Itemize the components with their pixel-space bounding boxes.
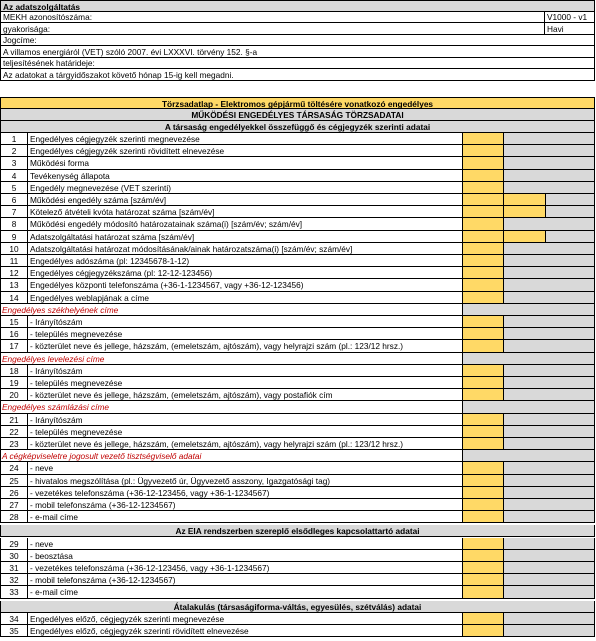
row-number: 18 (0, 365, 28, 377)
row-number: 14 (0, 292, 28, 304)
value-input-cell[interactable] (462, 438, 504, 450)
disabled-cell (504, 562, 595, 574)
info-jogcim-label-row (0, 35, 596, 47)
disabled-cell (504, 538, 595, 550)
disabled-cell (462, 401, 595, 413)
value-input-cell[interactable] (462, 157, 504, 169)
table-row (0, 426, 596, 438)
row-label: Működési engedély száma [szám/év] (28, 194, 462, 206)
value-input-cell[interactable] (462, 255, 504, 267)
row-label: Engedélyes előző, cégjegyzék szerinti megnevezése (28, 613, 462, 625)
row-number: 26 (0, 487, 28, 499)
disabled-cell (504, 218, 595, 230)
row-label: - település megnevezése (28, 377, 462, 389)
row-label: - neve (28, 462, 462, 474)
row-label: Adatszolgáltatási határozat száma [szám/év] (28, 231, 462, 243)
disabled-cell (504, 340, 595, 352)
value-input-cell[interactable] (462, 170, 504, 182)
info-freq-row (0, 23, 596, 35)
info-title: Az adatszolgáltatás (0, 0, 595, 12)
value-input-cell[interactable] (462, 538, 504, 550)
section-szekhely: Engedélyes székhelyének címe (0, 304, 462, 316)
freq-value: Havi (544, 23, 595, 35)
disabled-cell (504, 550, 595, 562)
disabled-cell (504, 613, 595, 625)
info-title-row (0, 0, 596, 12)
row-number: 1 (0, 133, 28, 145)
row-number: 17 (0, 340, 28, 352)
row-number: 31 (0, 562, 28, 574)
row-label: - hivatalos megszólítása (pl.: Ügyvezető úr, Ügyvezető asszony, Igazgatósági tag) (28, 475, 462, 487)
info-jogcim-value-row (0, 46, 596, 58)
deadline-label: teljesítésének határideje: (0, 58, 595, 70)
table-row (0, 206, 596, 218)
row-number: 16 (0, 328, 28, 340)
row-number: 9 (0, 231, 28, 243)
disabled-cell (504, 255, 595, 267)
value-input-cell[interactable] (462, 231, 504, 243)
value-input-cell[interactable] (462, 487, 504, 499)
value-input-cell[interactable] (462, 365, 504, 377)
row-label: - mobil telefonszáma (+36-12-1234567) (28, 499, 462, 511)
section3-header-row (0, 601, 596, 613)
row-number: 32 (0, 574, 28, 586)
table-row (0, 267, 596, 279)
value-input-cell[interactable] (462, 414, 504, 426)
value-input-cell[interactable] (462, 340, 504, 352)
row-label: - vezetékes telefonszáma (+36-12-123456, vagy +36-1-1234567) (28, 562, 462, 574)
value-input-cell[interactable] (462, 574, 504, 586)
disabled-cell (504, 574, 595, 586)
row-label: Működési forma (28, 157, 462, 169)
disabled-cell (546, 194, 595, 206)
section-szekhely-row (0, 304, 595, 316)
row-label: Engedélyes cégjegyzék szerinti rövidített elnevezése (28, 145, 462, 157)
section2-header: Az EIA rendszerben szereplő elsődleges kapcsolattartó adatai (0, 525, 595, 537)
row-number: 6 (0, 194, 28, 206)
row-label: Működési engedély módosító határozatainak száma(i) [szám/év; szám/év] (28, 218, 462, 230)
row-number: 25 (0, 475, 28, 487)
row-number: 15 (0, 316, 28, 328)
row-label: Engedélyes cégjegyzék szerinti megnevezése (28, 133, 462, 145)
table-row (0, 133, 596, 145)
row-label: Engedélyes központi telefonszáma (+36-1-1234567, vagy +36-12-123456) (28, 279, 462, 291)
row-label: - település megnevezése (28, 328, 462, 340)
table-row (0, 511, 596, 523)
section-levelezesi-row (0, 353, 595, 365)
info-deadline-value-row (0, 69, 596, 81)
value-input-cell[interactable] (462, 499, 504, 511)
deadline-value: Az adatokat a tárgyidőszakot követő hónap 15-ig kell megadni. (0, 69, 595, 81)
table-row (0, 316, 596, 328)
disabled-cell (504, 487, 595, 499)
row-label: Kötelező átvételi kvóta határozat száma [szám/év] (28, 206, 462, 218)
table-row (0, 182, 596, 194)
value-input-cell[interactable] (462, 586, 504, 598)
value-input-cell[interactable] (462, 426, 504, 438)
row-number: 21 (0, 414, 28, 426)
row-label: - közterület neve és jellege, házszám, (emeletszám, ajtószám), vagy postafiók cím (28, 389, 462, 401)
disabled-cell (504, 389, 595, 401)
value-input-cell[interactable] (462, 475, 504, 487)
row-label: - e-mail címe (28, 511, 462, 523)
row-label: - Irányítószám (28, 414, 462, 426)
table-row (0, 328, 596, 340)
table-row (0, 194, 596, 206)
row-number: 19 (0, 377, 28, 389)
row-label: Engedély megnevezése (VET szerinti) (28, 182, 462, 194)
mekh-label: MEKH azonosítószáma: (0, 12, 544, 24)
table-subtitle-row (0, 109, 596, 121)
section2-header-row (0, 525, 596, 537)
row-label: - mobil telefonszáma (+36-12-1234567) (28, 574, 462, 586)
row-number: 11 (0, 255, 28, 267)
value-input-cell[interactable] (462, 389, 504, 401)
row-number: 24 (0, 462, 28, 474)
row-number: 28 (0, 511, 28, 523)
value-input-cell[interactable] (462, 562, 504, 574)
table-row (0, 613, 596, 625)
row-number: 29 (0, 538, 28, 550)
table-row (0, 279, 596, 291)
row-label: Tevékenység állapota (28, 170, 462, 182)
table-title: Törzsadatlap - Elektromos gépjármű töltésére vonatkozó engedélyes (0, 97, 595, 109)
table-row (0, 218, 596, 230)
row-number: 10 (0, 243, 28, 255)
table-row (0, 340, 596, 352)
row-number: 7 (0, 206, 28, 218)
row-number: 3 (0, 157, 28, 169)
disabled-cell (504, 426, 595, 438)
disabled-cell (546, 206, 595, 218)
value-input-cell-2[interactable] (504, 231, 546, 243)
row-label: - Irányítószám (28, 316, 462, 328)
disabled-cell (504, 511, 595, 523)
row-label: Engedélyes weblapjának a címe (28, 292, 462, 304)
table-row (0, 625, 596, 637)
value-input-cell[interactable] (462, 292, 504, 304)
value-input-cell-2[interactable] (504, 194, 546, 206)
table-row (0, 231, 596, 243)
row-label: - település megnevezése (28, 426, 462, 438)
section3-header: Átalakulás (társaságiforma-váltás, egyesülés, szétválás) adatai (0, 601, 595, 613)
disabled-cell (504, 438, 595, 450)
disabled-cell (462, 304, 595, 316)
row-number: 4 (0, 170, 28, 182)
disabled-cell (504, 243, 595, 255)
value-input-cell[interactable] (462, 218, 504, 230)
section1-header: A társaság engedélyekkel összefüggő és cégjegyzék szerinti adatai (0, 121, 595, 133)
row-number: 8 (0, 218, 28, 230)
table-row (0, 550, 596, 562)
disabled-cell (504, 328, 595, 340)
row-number: 20 (0, 389, 28, 401)
disabled-cell (504, 170, 595, 182)
value-input-cell[interactable] (462, 133, 504, 145)
value-input-cell-2[interactable] (504, 206, 546, 218)
value-input-cell[interactable] (462, 267, 504, 279)
value-input-cell[interactable] (462, 377, 504, 389)
value-input-cell[interactable] (462, 316, 504, 328)
section-vezeto: A cégképviseletre jogosult vezető tisztségviselő adatai (0, 450, 462, 462)
row-label: - neve (28, 538, 462, 550)
table-row (0, 562, 596, 574)
disabled-cell (504, 475, 595, 487)
value-input-cell[interactable] (462, 206, 504, 218)
section-szamlazasi: Engedélyes számlázási címe (0, 401, 462, 413)
jogcim-label: Jogcíme: (0, 35, 595, 47)
value-input-cell[interactable] (462, 613, 504, 625)
section-szamlazasi-row (0, 401, 595, 413)
row-number: 34 (0, 613, 28, 625)
table-row (0, 462, 596, 474)
jogcim-value: A villamos energiáról (VET) szóló 2007. évi LXXXVI. törvény 152. §-a (0, 46, 595, 58)
section-vezeto-row (0, 450, 595, 462)
table-row (0, 157, 596, 169)
disabled-cell (462, 450, 595, 462)
table-row (0, 255, 596, 267)
row-number: 5 (0, 182, 28, 194)
value-input-cell[interactable] (462, 243, 504, 255)
table-row (0, 389, 596, 401)
value-input-cell[interactable] (462, 511, 504, 523)
disabled-cell (462, 353, 595, 365)
value-input-cell[interactable] (462, 625, 504, 637)
row-number: 35 (0, 625, 28, 637)
row-label: - Irányítószám (28, 365, 462, 377)
table-title-row (0, 97, 596, 109)
table-row (0, 538, 596, 550)
disabled-cell (504, 182, 595, 194)
table-row (0, 438, 596, 450)
disabled-cell (504, 625, 595, 637)
disabled-cell (504, 414, 595, 426)
disabled-cell (504, 377, 595, 389)
table-row (0, 170, 596, 182)
table-row (0, 475, 596, 487)
value-input-cell[interactable] (462, 145, 504, 157)
info-mekh-row (0, 12, 596, 24)
row-number: 33 (0, 586, 28, 598)
table-row (0, 414, 596, 426)
table-row (0, 243, 596, 255)
disabled-cell (504, 586, 595, 598)
disabled-cell (504, 267, 595, 279)
disabled-cell (504, 157, 595, 169)
disabled-cell (504, 316, 595, 328)
row-label: - beosztása (28, 550, 462, 562)
row-label: Engedélyes cégjegyzékszáma (pl: 12-12-123456) (28, 267, 462, 279)
table-row (0, 574, 596, 586)
table-row (0, 377, 596, 389)
value-input-cell[interactable] (462, 279, 504, 291)
value-input-cell[interactable] (462, 194, 504, 206)
row-label: - közterület neve és jellege, házszám, (emeletszám, ajtószám), vagy helyrajzi szám (pl.: 123/12 hrsz.) (28, 438, 462, 450)
disabled-cell (504, 499, 595, 511)
table-row (0, 586, 596, 598)
table-row (0, 292, 596, 304)
table-row (0, 487, 596, 499)
table-subtitle: MŰKÖDÉSI ENGEDÉLYES TÁRSASÁG TÖRZSADATAI (0, 109, 595, 121)
disabled-cell (504, 279, 595, 291)
value-input-cell[interactable] (462, 550, 504, 562)
mekh-value: V1000 - v1 (544, 12, 595, 24)
row-label: Engedélyes adószáma (pl: 12345678-1-12) (28, 255, 462, 267)
table-row (0, 145, 596, 157)
freq-label: gyakorisága: (0, 23, 544, 35)
info-deadline-label-row (0, 58, 596, 70)
row-number: 2 (0, 145, 28, 157)
value-input-cell[interactable] (462, 328, 504, 340)
disabled-cell (504, 145, 595, 157)
row-label: - közterület neve és jellege, házszám, (emeletszám, ajtószám), vagy helyrajzi szám (pl.: 123/12 hrsz.) (28, 340, 462, 352)
section1-header-row (0, 121, 596, 133)
disabled-cell (504, 365, 595, 377)
row-number: 22 (0, 426, 28, 438)
row-number: 30 (0, 550, 28, 562)
row-number: 23 (0, 438, 28, 450)
table-row (0, 499, 596, 511)
row-label: - e-mail címe (28, 586, 462, 598)
value-input-cell[interactable] (462, 462, 504, 474)
section-levelezesi: Engedélyes levelezési címe (0, 353, 462, 365)
row-number: 27 (0, 499, 28, 511)
row-number: 13 (0, 279, 28, 291)
disabled-cell (504, 133, 595, 145)
table-row (0, 365, 596, 377)
value-input-cell[interactable] (462, 182, 504, 194)
row-label: - vezetékes telefonszáma (+36-12-123456, vagy +36-1-1234567) (28, 487, 462, 499)
disabled-cell (504, 462, 595, 474)
row-label: Adatszolgáltatási határozat módosításának/ainak határozatszáma(i) [szám/év; szám/év] (28, 243, 462, 255)
disabled-cell (546, 231, 595, 243)
row-label: Engedélyes előző, cégjegyzék szerinti rövidített elnevezése (28, 625, 462, 637)
row-number: 12 (0, 267, 28, 279)
disabled-cell (504, 292, 595, 304)
